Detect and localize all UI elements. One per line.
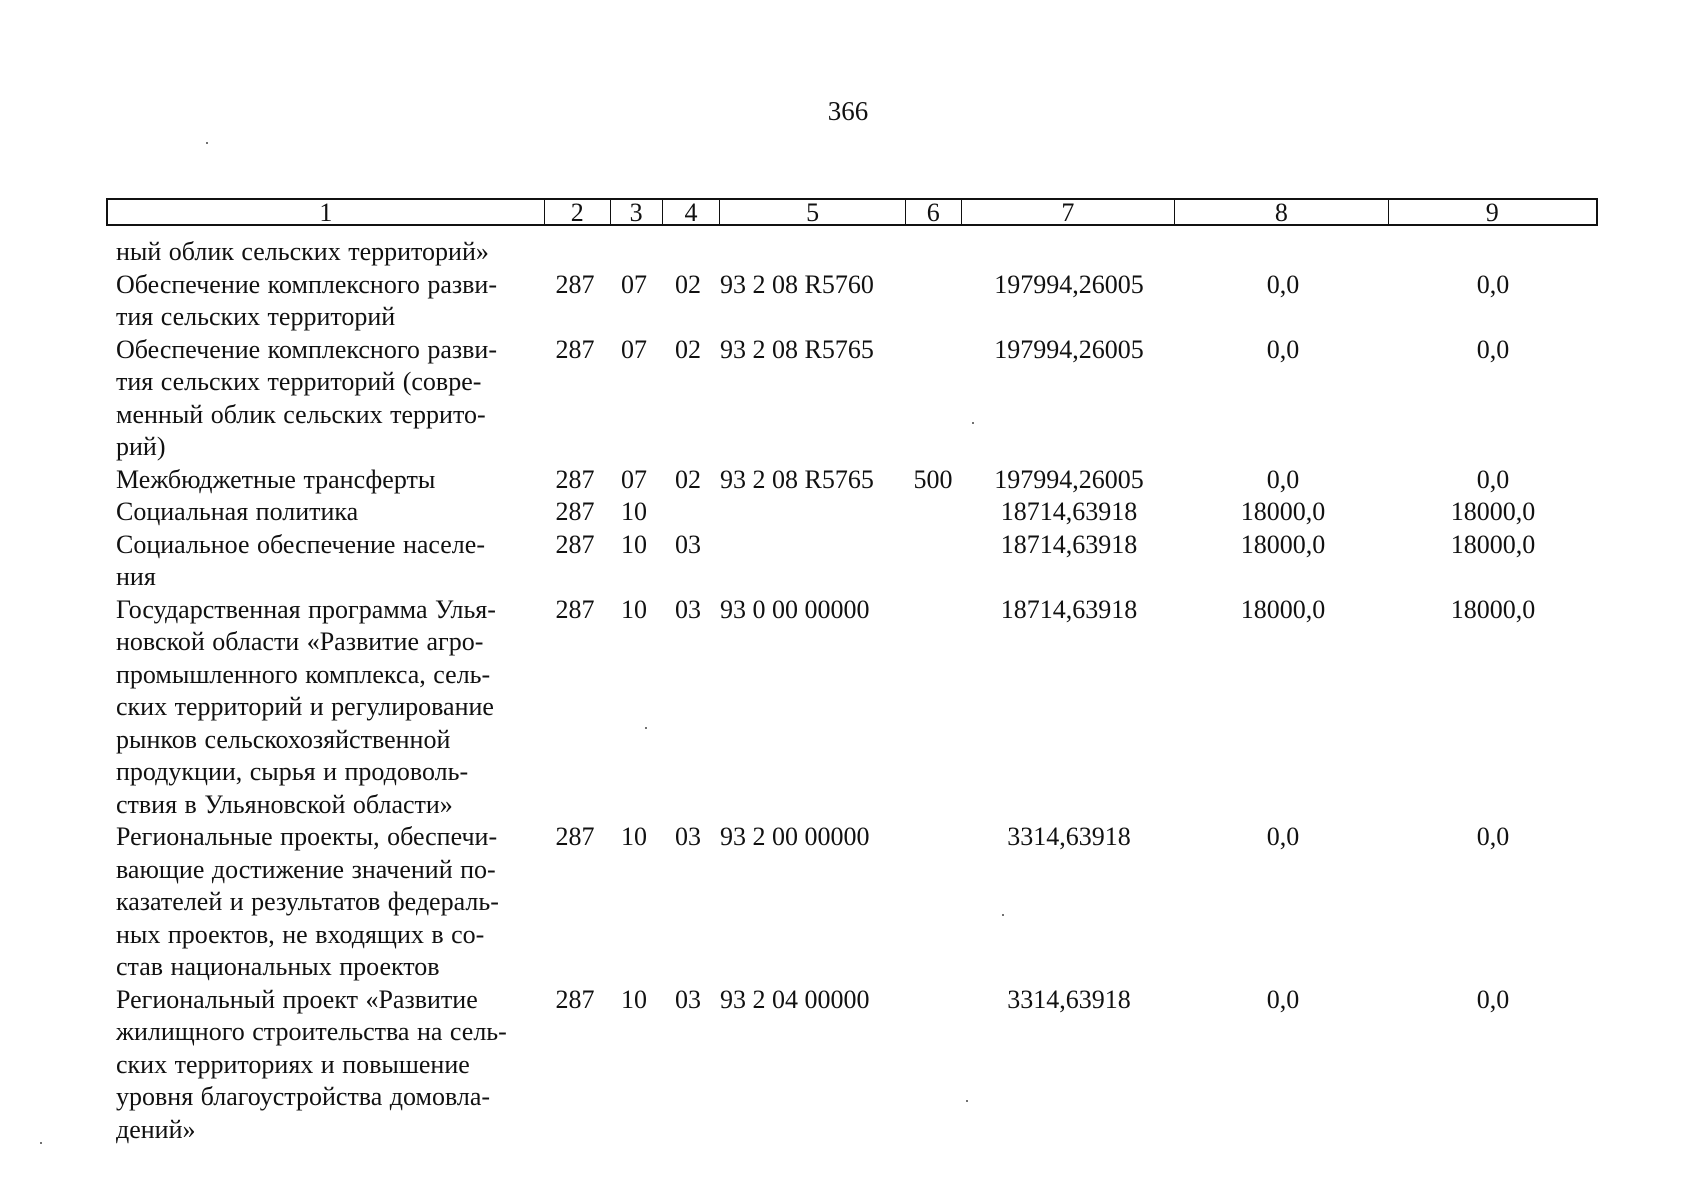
cell-col5 xyxy=(716,236,904,269)
row-name: Обеспечение комплексного разви- тия сельских территорий (совре- менный облик сельских террито- рий) xyxy=(116,334,497,461)
column-header-3: 3 xyxy=(611,200,663,224)
cell-col8: 0,0 xyxy=(1266,464,1300,494)
cell-col3: 07 xyxy=(621,334,647,364)
cell-col9: 0,0 xyxy=(1476,984,1510,1014)
scan-speck xyxy=(206,142,208,144)
cell-col7 xyxy=(962,236,1176,269)
cell-col8: 18000,0 xyxy=(1240,594,1326,624)
cell-col4: 03 xyxy=(675,822,701,851)
cell-col3: 10 xyxy=(621,984,647,1014)
cell-col9: 18000,0 xyxy=(1450,497,1536,526)
cell-col7: 197994,26005 xyxy=(994,464,1144,494)
table-row xyxy=(116,496,1596,529)
scan-speck xyxy=(966,1100,968,1102)
cell-col3: 10 xyxy=(621,497,647,526)
cell-col2: 287 xyxy=(555,464,595,494)
cell-col3: 10 xyxy=(621,594,647,624)
table-body xyxy=(116,236,1596,1146)
column-header-9: 9 xyxy=(1485,198,1499,227)
table-row xyxy=(116,984,1596,1147)
table-row xyxy=(116,594,1596,822)
cell-col9: 18000,0 xyxy=(1450,594,1536,624)
cell-col7: 18714,63918 xyxy=(1000,497,1138,526)
cell-col2: 287 xyxy=(555,984,595,1014)
row-name: Межбюджетные трансферты xyxy=(116,464,436,494)
cell-col6 xyxy=(904,236,962,269)
cell-col8: 0,0 xyxy=(1266,984,1300,1014)
column-header-4: 4 xyxy=(663,200,721,224)
cell-col6 xyxy=(904,496,962,529)
cell-col3: 10 xyxy=(621,529,647,559)
cell-col9 xyxy=(1390,236,1596,269)
cell-col4: 03 xyxy=(675,594,701,624)
cell-col9: 0,0 xyxy=(1476,269,1510,299)
table-row xyxy=(116,334,1596,464)
cell-col3: 10 xyxy=(621,822,647,851)
column-header-7: 7 xyxy=(962,200,1175,224)
column-header-2: 2 xyxy=(545,200,611,224)
cell-col6 xyxy=(904,269,962,334)
cell-col8: 0,0 xyxy=(1266,822,1300,851)
table-header-row xyxy=(106,198,1598,226)
table-row xyxy=(116,236,1596,269)
row-name: Региональные проекты, обеспечи- вающие достижение значений по- казателей и результатов федераль- ных проектов, не входящих в со- став национальных проектов xyxy=(116,822,499,981)
cell-col2: 287 xyxy=(555,822,595,851)
cell-col2 xyxy=(542,236,608,269)
cell-col7: 18714,63918 xyxy=(1000,529,1138,559)
cell-col4: 02 xyxy=(675,464,701,494)
column-header-1: 1 xyxy=(108,200,545,224)
cell-col3: 07 xyxy=(621,269,647,299)
cell-col2: 287 xyxy=(555,269,595,299)
cell-col2: 287 xyxy=(555,334,595,364)
cell-col4: 02 xyxy=(675,269,701,299)
cell-col6 xyxy=(904,984,962,1147)
scan-speck xyxy=(645,727,647,729)
row-name: Социальная политика xyxy=(116,497,359,526)
scan-speck xyxy=(1002,914,1004,916)
cell-col8 xyxy=(1176,236,1390,269)
cell-col6 xyxy=(904,334,962,464)
cell-col7: 3314,63918 xyxy=(1007,984,1131,1014)
scan-speck xyxy=(40,1142,42,1144)
cell-col5: 93 2 04 00000 xyxy=(720,984,870,1014)
cell-col2: 287 xyxy=(555,529,595,559)
page-number: 366 xyxy=(827,96,869,126)
row-name: ный облик сельских территорий» xyxy=(116,237,489,266)
cell-col8: 18000,0 xyxy=(1240,529,1326,559)
row-name: Государственная программа Улья- новской области «Развитие агро- промышленного комплекса, сель- ских территорий и регулирование рынков сельскохозяйственной продукции, сырья и продоволь- ствия в Ульяновской области» xyxy=(116,594,496,819)
cell-col5: 93 2 08 R5765 xyxy=(720,464,874,494)
cell-col3 xyxy=(608,236,660,269)
column-header-6: 6 xyxy=(906,200,962,224)
cell-col4: 03 xyxy=(675,984,701,1014)
row-name: Обеспечение комплексного разви- тия сельских территорий xyxy=(116,269,497,331)
cell-col5 xyxy=(716,529,904,594)
cell-col7: 3314,63918 xyxy=(1007,822,1131,851)
cell-col5: 93 2 00 00000 xyxy=(720,822,870,851)
cell-col4 xyxy=(660,236,716,269)
cell-col4: 03 xyxy=(675,529,701,559)
table-row xyxy=(116,821,1596,984)
cell-col9: 0,0 xyxy=(1476,822,1510,851)
cell-col7: 197994,26005 xyxy=(994,269,1144,299)
row-name: Социальное обеспечение населе- ния xyxy=(116,529,485,591)
cell-col6 xyxy=(904,594,962,822)
cell-col8: 0,0 xyxy=(1266,334,1300,364)
table-row xyxy=(116,464,1596,497)
cell-col4: 02 xyxy=(675,334,701,364)
column-header-5: 5 xyxy=(720,200,906,224)
cell-col2: 287 xyxy=(555,594,595,624)
column-header-8: 8 xyxy=(1175,200,1388,224)
cell-col4 xyxy=(660,496,716,529)
cell-col6 xyxy=(904,529,962,594)
cell-col7: 197994,26005 xyxy=(994,334,1144,364)
cell-col6 xyxy=(904,821,962,984)
cell-col5: 93 2 08 R5765 xyxy=(720,334,874,364)
cell-col8: 18000,0 xyxy=(1240,497,1326,526)
cell-col9: 18000,0 xyxy=(1450,529,1536,559)
cell-col9: 0,0 xyxy=(1476,464,1510,494)
cell-col5: 93 2 08 R5760 xyxy=(720,269,874,299)
row-name: Региональный проект «Развитие жилищного строительства на сель- ских территориях и повышение уровня благоустройства домовла- дений» xyxy=(116,984,507,1144)
scan-speck xyxy=(972,422,974,424)
cell-col3: 07 xyxy=(621,464,647,494)
cell-col9: 0,0 xyxy=(1476,334,1510,364)
cell-col2: 287 xyxy=(555,497,595,526)
cell-col5 xyxy=(716,496,904,529)
table-row xyxy=(116,529,1596,594)
cell-col8: 0,0 xyxy=(1266,269,1300,299)
table-row xyxy=(116,269,1596,334)
cell-col7: 18714,63918 xyxy=(1000,594,1138,624)
cell-col6: 500 xyxy=(913,464,953,494)
cell-col5: 93 0 00 00000 xyxy=(720,594,870,624)
